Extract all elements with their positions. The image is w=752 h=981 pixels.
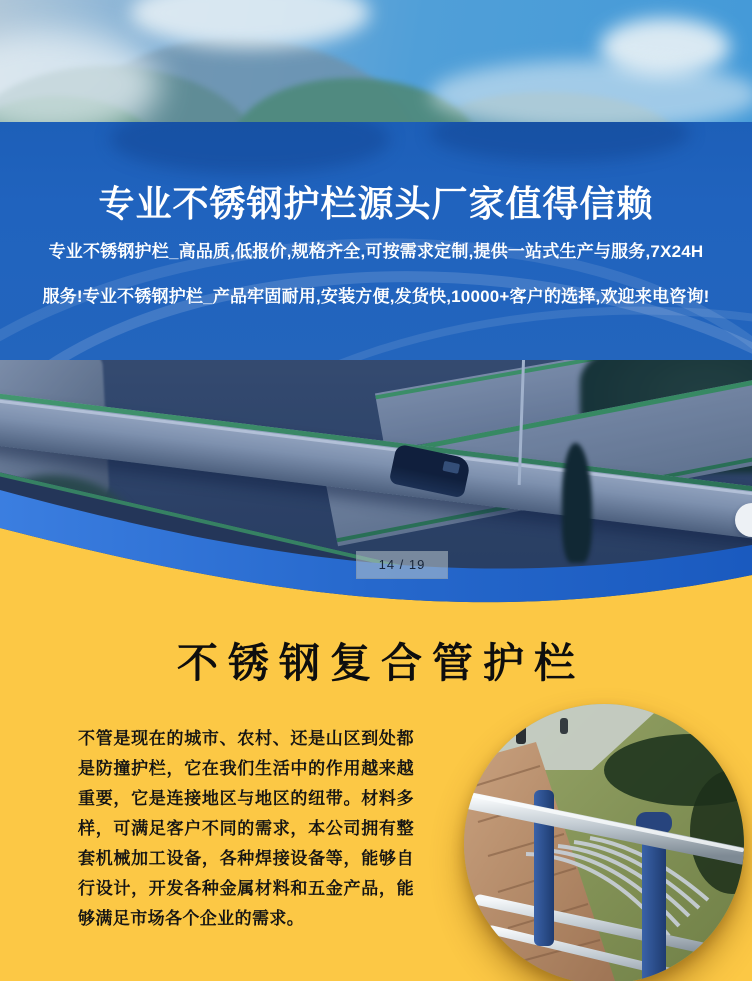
- cloud-mist-shape: [0, 30, 160, 123]
- product-description: 不管是现在的城市、农村、还是山区到处都是防撞护栏，它在我们生活中的作用越来越重要，它是连接地区与地区的纽带。材料多样，可满足客户不同的需求，本公司拥有整套机械加工设备，各种焊接设备等，能够自行设计，开发各种金属材料和五金产品，能够满足市场各个企业的需求。: [78, 729, 414, 928]
- guardrail-photo-illustration: [464, 704, 744, 981]
- hero-subtitle-line-2: 服务!专业不锈钢护栏_产品牢固耐用,安装方便,发货快,10000+客户的选择,欢迎来电咨询!: [42, 287, 710, 306]
- hero-title: 专业不锈钢护栏源头厂家值得信赖: [98, 183, 654, 224]
- product-section: [0, 616, 752, 981]
- guardrail-product-image: [464, 704, 744, 981]
- mountain-silhouette: [110, 122, 390, 174]
- mountain-silhouette: [430, 122, 690, 162]
- cloud-shape: [130, 0, 370, 48]
- curved-section-divider: [0, 460, 752, 620]
- product-title: 不锈钢复合管护栏: [177, 640, 585, 686]
- sky-photo: [0, 0, 752, 123]
- hero-subtitle-line-1: 专业不锈钢护栏_高品质,低报价,规格齐全,可按需求定制,提供一站式生产与服务,7X24H: [48, 242, 704, 261]
- slide-indicator: 14 / 19: [356, 551, 448, 579]
- cloud-shape: [430, 60, 752, 123]
